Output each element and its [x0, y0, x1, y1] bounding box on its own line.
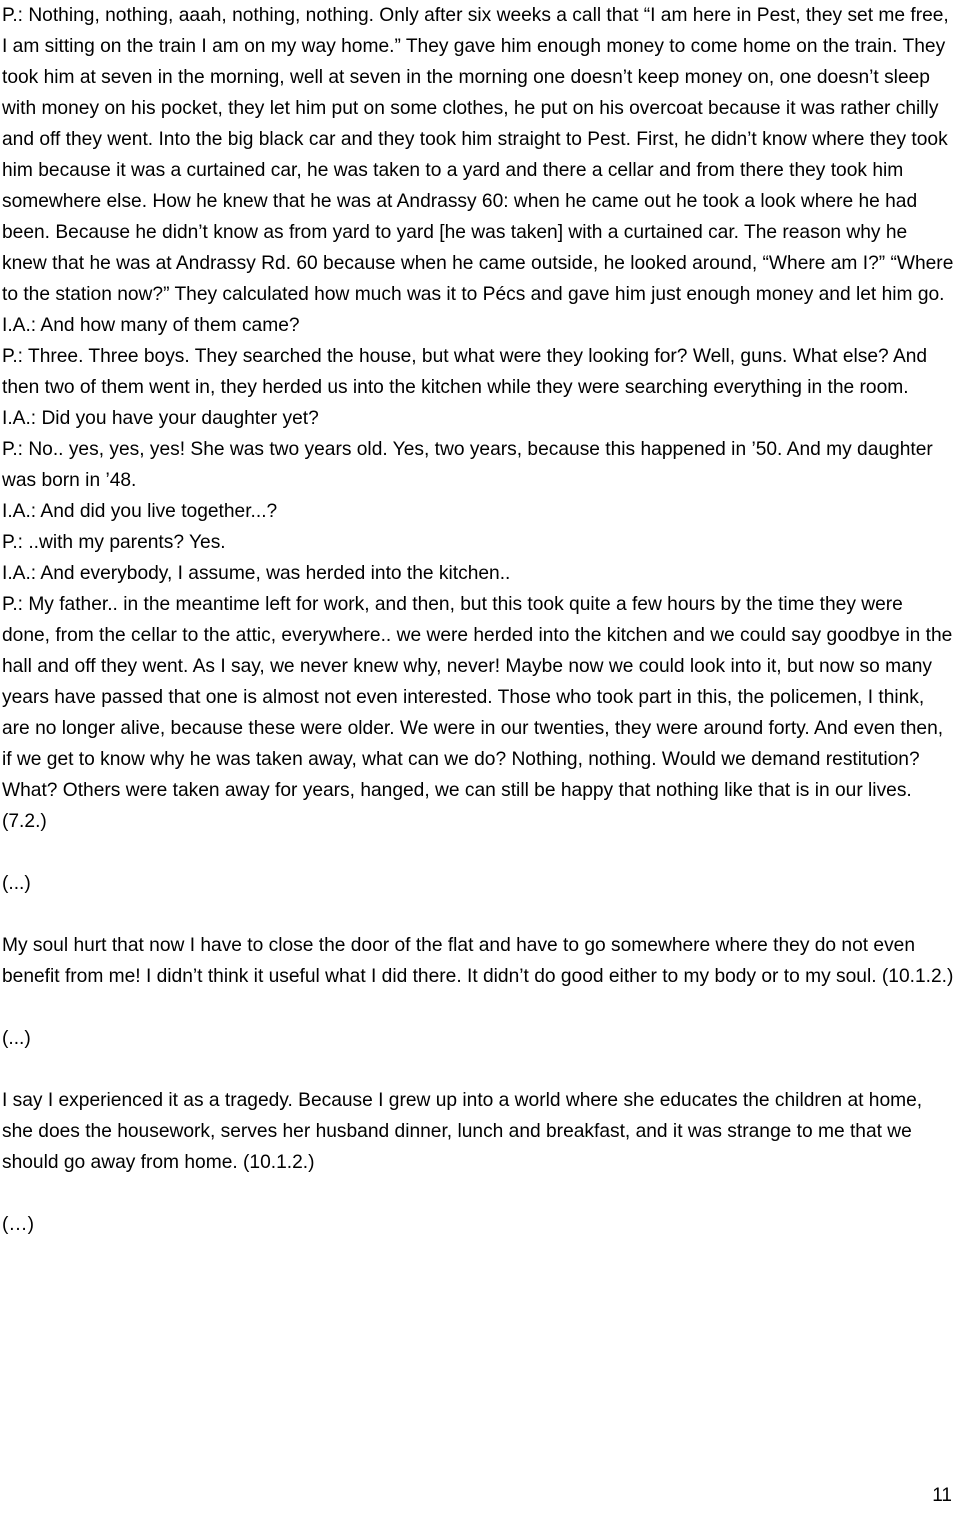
document-body: [2, 0, 954, 1240]
transcript-question: I.A.: And did you live together...?: [2, 501, 278, 522]
transcript-paragraph: P.: No.. yes, yes, yes! She was two years old. Yes, two years, because this happened in ’50. And my daughter was born in ’48.: [2, 439, 933, 491]
spacer: [2, 992, 954, 1023]
spacer: [2, 837, 954, 868]
ellipsis-break: (...): [2, 1028, 31, 1049]
transcript-paragraph: P.: Nothing, nothing, aaah, nothing, nothing. Only after six weeks a call that “I am here in Pest, they set me free, I am sitting on the train I am on my way home.” They gave him enough money to come home on the train. They took him at seven in the morning, well at seven in the morning one doesn’t keep money on, one doesn’t sleep with money on his pocket, they let him put on some clothes, he put on his overcoat because it was rather chilly and off they went. Into the big black car and they took him straight to Pest. First, he didn’t know where they took him because it was a curtained car, he was taken to a yard and there a cellar and from there they took him somewhere else. How he knew that he was at Andrassy 60: when he came out he took a look where he had been. Because he didn’t know as from yard to yard [he was taken] with a curtained car. The reason why he knew that he was at Andrassy Rd. 60 because when he came outside, he looked around, “Where am I?” “Where to the station now?” They calculated how much was it to Pécs and gave him just enough money and let him go.: [2, 5, 954, 305]
transcript-question: I.A.: Did you have your daughter yet?: [2, 408, 319, 429]
excerpt-paragraph: I say I experienced it as a tragedy. Because I grew up into a world where she educates the children at home, she does the housework, serves her husband dinner, lunch and breakfast, and it was strange to me that we should go away from home. (10.1.2.): [2, 1090, 923, 1173]
transcript-question: I.A.: And how many of them came?: [2, 315, 300, 336]
transcript-question: I.A.: And everybody, I assume, was herded into the kitchen..: [2, 563, 511, 584]
transcript-paragraph: P.: My father.. in the meantime left for work, and then, but this took quite a few hours by the time they were done, from the cellar to the attic, everywhere.. we were herded into the kitchen and we could say goodbye in the hall and off they went. As I say, we never knew why, never! Maybe now we could look into it, but now so many years have passed that one is almost not even interested. Those who took part in this, the policemen, I think, are no longer alive, because these were older. We were in our twenties, they were around forty. And even then, if we get to know why he was taken away, what can we do? Nothing, nothing. Would we demand restitution? What? Others were taken away for years, hanged, we can still be happy that nothing like that is in our lives. (7.2.): [2, 594, 953, 832]
page-number: 11: [932, 1485, 952, 1506]
excerpt-paragraph: My soul hurt that now I have to close the door of the flat and have to go somewhere where they do not even benefit from me! I didn’t think it useful what I did there. It didn’t do good either to my body or to my soul. (10.1.2.): [2, 935, 954, 987]
ellipsis-break: (…): [2, 1214, 34, 1235]
ellipsis-break: (...): [2, 873, 31, 894]
spacer: [2, 1178, 954, 1209]
transcript-paragraph: P.: ..with my parents? Yes.: [2, 532, 226, 553]
spacer: [2, 1054, 954, 1085]
spacer: [2, 899, 954, 930]
transcript-paragraph: P.: Three. Three boys. They searched the house, but what were they looking for? Well, guns. What else? And then two of them went in, they herded us into the kitchen while they were searching everything in the room.: [2, 346, 928, 398]
